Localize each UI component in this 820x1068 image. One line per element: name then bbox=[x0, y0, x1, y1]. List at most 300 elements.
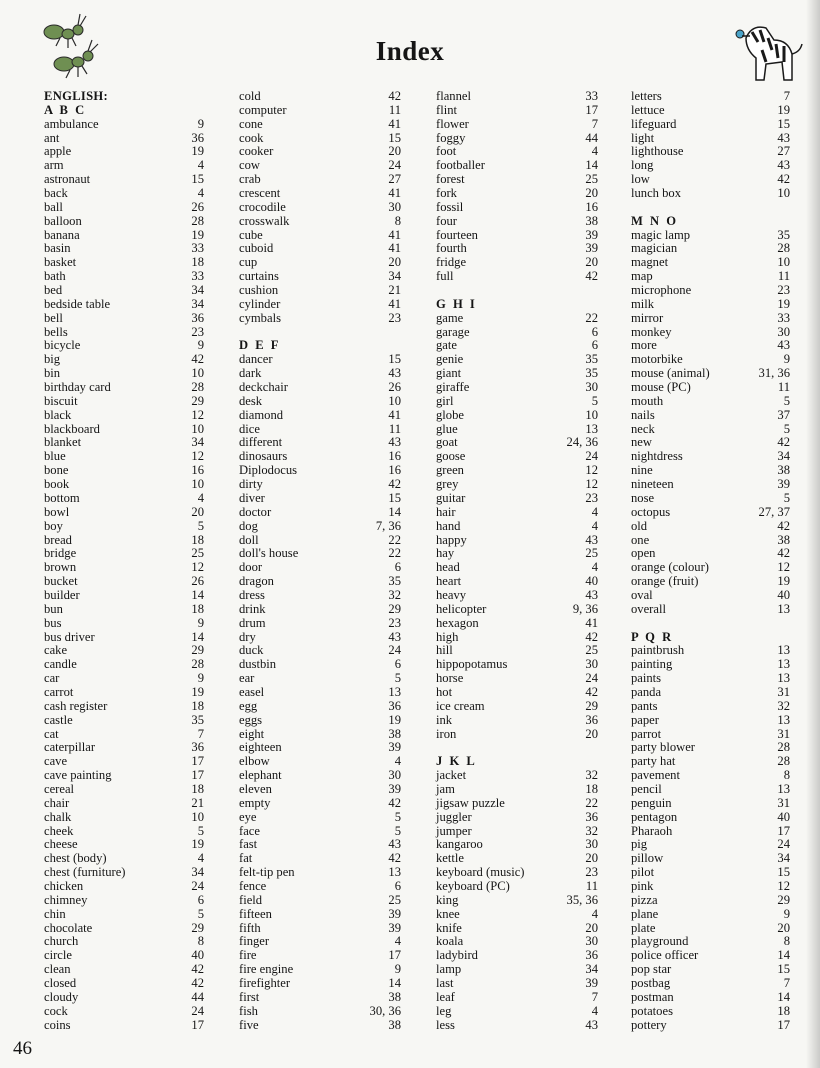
index-term: oval bbox=[631, 587, 653, 602]
index-entry bbox=[239, 825, 401, 839]
index-term: dragon bbox=[239, 574, 274, 589]
index-term: nine bbox=[631, 463, 653, 478]
section-heading-label: D E F bbox=[239, 338, 281, 353]
index-entry bbox=[436, 132, 598, 146]
index-entry bbox=[44, 714, 204, 728]
page-reference: 8 bbox=[197, 934, 204, 949]
index-term: kettle bbox=[436, 851, 464, 866]
index-entry bbox=[436, 381, 598, 395]
index-entry bbox=[44, 963, 204, 977]
page-reference: 39 bbox=[388, 781, 401, 796]
index-term: field bbox=[239, 892, 263, 907]
page-reference: 10 bbox=[777, 255, 790, 270]
index-term: crocodile bbox=[239, 199, 286, 214]
index-term: bottom bbox=[44, 490, 80, 505]
index-entry bbox=[436, 270, 598, 284]
page-reference: 34 bbox=[777, 851, 790, 866]
page-reference: 43 bbox=[388, 629, 401, 644]
index-entry bbox=[631, 728, 790, 742]
index-entry bbox=[239, 852, 401, 866]
page-reference: 10 bbox=[585, 407, 598, 422]
index-term: chicken bbox=[44, 878, 84, 893]
index-term: map bbox=[631, 269, 653, 284]
index-term: guitar bbox=[436, 490, 466, 505]
page-reference: 38 bbox=[777, 532, 790, 547]
index-entry bbox=[44, 520, 204, 534]
index-entry bbox=[436, 506, 598, 520]
page-reference: 22 bbox=[388, 546, 401, 561]
page-reference: 24 bbox=[388, 643, 401, 658]
page-reference: 26 bbox=[191, 199, 204, 214]
index-term: bells bbox=[44, 324, 68, 339]
index-term: cloudy bbox=[44, 989, 79, 1004]
index-entry bbox=[239, 617, 401, 631]
index-term: finger bbox=[239, 934, 270, 949]
index-term: forest bbox=[436, 172, 465, 187]
index-term: car bbox=[44, 671, 60, 686]
index-entry bbox=[239, 700, 401, 714]
index-entry bbox=[631, 520, 790, 534]
page-reference: 5 bbox=[394, 823, 401, 838]
page-reference: 27 bbox=[388, 172, 401, 187]
page-reference: 20 bbox=[388, 255, 401, 270]
page-reference: 20 bbox=[191, 504, 204, 519]
section-heading-label: A B C bbox=[44, 102, 87, 117]
index-entry bbox=[239, 464, 401, 478]
page-reference: 30 bbox=[388, 768, 401, 783]
index-term: overall bbox=[631, 601, 666, 616]
index-entry bbox=[44, 1005, 204, 1019]
index-term: cylinder bbox=[239, 296, 281, 311]
page-reference: 35 bbox=[585, 352, 598, 367]
index-entry bbox=[631, 908, 790, 922]
index-term: candle bbox=[44, 657, 77, 672]
index-term: cone bbox=[239, 116, 263, 131]
index-term: king bbox=[436, 892, 459, 907]
index-entry bbox=[631, 686, 790, 700]
index-term: dry bbox=[239, 629, 256, 644]
index-entry bbox=[239, 811, 401, 825]
index-entry bbox=[239, 118, 401, 132]
index-term: chocolate bbox=[44, 920, 93, 935]
page-reference: 6 bbox=[394, 878, 401, 893]
index-term: mouse (PC) bbox=[631, 380, 691, 395]
page-reference: 13 bbox=[777, 781, 790, 796]
page-reference: 29 bbox=[388, 601, 401, 616]
index-entry bbox=[239, 922, 401, 936]
index-term: heart bbox=[436, 574, 462, 589]
index-term: fence bbox=[239, 878, 267, 893]
index-entry bbox=[44, 395, 204, 409]
index-term: empty bbox=[239, 795, 271, 810]
index-entry bbox=[44, 201, 204, 215]
index-term: ladybird bbox=[436, 948, 478, 963]
index-entry bbox=[631, 935, 790, 949]
page-reference: 32 bbox=[388, 587, 401, 602]
index-term: letters bbox=[631, 89, 662, 103]
index-term: ant bbox=[44, 130, 60, 145]
page-reference: 25 bbox=[585, 546, 598, 561]
index-term: footballer bbox=[436, 158, 485, 173]
page-reference: 12 bbox=[585, 477, 598, 492]
index-entry bbox=[44, 173, 204, 187]
index-term: easel bbox=[239, 684, 265, 699]
index-term: cash register bbox=[44, 698, 108, 713]
index-term: doctor bbox=[239, 504, 272, 519]
index-term: foot bbox=[436, 144, 457, 159]
page-reference: 23 bbox=[777, 283, 790, 298]
page-reference: 21 bbox=[191, 795, 204, 810]
index-entry bbox=[44, 783, 204, 797]
index-term: lighthouse bbox=[631, 144, 684, 159]
index-term: long bbox=[631, 158, 654, 173]
index-term: bus driver bbox=[44, 629, 95, 644]
index-term: orange (colour) bbox=[631, 560, 709, 575]
index-term: horse bbox=[436, 671, 464, 686]
page-reference: 39 bbox=[585, 241, 598, 256]
page-reference: 17 bbox=[191, 754, 204, 769]
index-term: bed bbox=[44, 283, 63, 298]
index-entry bbox=[239, 270, 401, 284]
page-reference: 15 bbox=[777, 962, 790, 977]
index-term: panda bbox=[631, 684, 662, 699]
page-reference: 42 bbox=[585, 629, 598, 644]
index-entry bbox=[44, 145, 204, 159]
index-entry bbox=[239, 561, 401, 575]
index-term: pottery bbox=[631, 1017, 667, 1032]
page-title: Index bbox=[375, 36, 445, 66]
index-term: basin bbox=[44, 241, 71, 256]
index-entry bbox=[631, 270, 790, 284]
page-reference: 9 bbox=[197, 671, 204, 686]
index-term: boy bbox=[44, 518, 63, 533]
page-reference: 41 bbox=[388, 296, 401, 311]
index-column-1 bbox=[44, 90, 204, 1032]
page-reference: 42 bbox=[388, 89, 401, 103]
page-reference: 31 bbox=[777, 684, 790, 699]
page-reference: 17 bbox=[585, 102, 598, 117]
index-term: elephant bbox=[239, 768, 282, 783]
index-column-3 bbox=[436, 90, 598, 1032]
page-reference: 35 bbox=[388, 574, 401, 589]
index-entry bbox=[436, 478, 598, 492]
index-entry bbox=[631, 880, 790, 894]
index-entry bbox=[44, 811, 204, 825]
index-term: postman bbox=[631, 989, 674, 1004]
index-term: glue bbox=[436, 421, 458, 436]
index-entry bbox=[239, 714, 401, 728]
index-term: high bbox=[436, 629, 459, 644]
index-term: pop star bbox=[631, 962, 672, 977]
page-reference: 17 bbox=[191, 1017, 204, 1032]
index-entry bbox=[239, 173, 401, 187]
index-entry bbox=[631, 409, 790, 423]
index-entry bbox=[436, 423, 598, 437]
page-reference: 33 bbox=[191, 241, 204, 256]
page-reference: 9 bbox=[197, 116, 204, 131]
index-term: five bbox=[239, 1017, 259, 1032]
index-term: potatoes bbox=[631, 1003, 673, 1018]
index-entry bbox=[44, 534, 204, 548]
index-entry bbox=[436, 991, 598, 1005]
index-entry bbox=[436, 631, 598, 645]
index-term: crosswalk bbox=[239, 213, 290, 228]
index-entry bbox=[44, 755, 204, 769]
page-reference: 22 bbox=[388, 532, 401, 547]
index-entry bbox=[44, 187, 204, 201]
page-reference: 30 bbox=[585, 657, 598, 672]
index-entry bbox=[436, 436, 598, 450]
page-reference: 10 bbox=[191, 421, 204, 436]
index-entry bbox=[436, 575, 598, 589]
page-reference: 10 bbox=[191, 809, 204, 824]
index-entry bbox=[44, 935, 204, 949]
index-term: fossil bbox=[436, 199, 464, 214]
page-reference: 13 bbox=[777, 712, 790, 727]
index-entry bbox=[239, 589, 401, 603]
page-reference: 15 bbox=[388, 130, 401, 145]
page-reference: 34 bbox=[191, 296, 204, 311]
index-term: cake bbox=[44, 643, 68, 658]
index-term: iron bbox=[436, 726, 457, 741]
page-reference: 27 bbox=[777, 144, 790, 159]
page-reference: 19 bbox=[191, 684, 204, 699]
index-entry bbox=[631, 534, 790, 548]
index-entry bbox=[631, 132, 790, 146]
index-entry bbox=[44, 1019, 204, 1033]
index-term: pillow bbox=[631, 851, 664, 866]
index-term: bell bbox=[44, 310, 63, 325]
page-reference: 7 bbox=[197, 726, 204, 741]
page-reference: 40 bbox=[585, 574, 598, 589]
index-term: lunch box bbox=[631, 186, 682, 201]
section-heading bbox=[239, 339, 401, 353]
index-entry bbox=[631, 436, 790, 450]
index-term: builder bbox=[44, 587, 80, 602]
index-entry bbox=[239, 90, 401, 104]
index-term: fourteen bbox=[436, 227, 478, 242]
page-reference: 4 bbox=[591, 1003, 598, 1018]
index-entry bbox=[239, 423, 401, 437]
index-entry bbox=[44, 672, 204, 686]
page-reference: 10 bbox=[777, 186, 790, 201]
page-reference: 26 bbox=[388, 380, 401, 395]
index-term: chimney bbox=[44, 892, 88, 907]
index-term: magician bbox=[631, 241, 678, 256]
index-entry bbox=[239, 935, 401, 949]
index-entry bbox=[436, 672, 598, 686]
index-entry bbox=[631, 589, 790, 603]
page-reference: 4 bbox=[591, 144, 598, 159]
index-entry bbox=[239, 367, 401, 381]
page-reference: 34 bbox=[777, 449, 790, 464]
page-reference: 34 bbox=[585, 962, 598, 977]
page-reference: 7, 36 bbox=[375, 518, 401, 533]
index-entry bbox=[436, 852, 598, 866]
index-entry bbox=[631, 783, 790, 797]
index-entry bbox=[44, 561, 204, 575]
spacer-row bbox=[436, 284, 598, 298]
index-term: dustbin bbox=[239, 657, 277, 672]
index-entry bbox=[239, 159, 401, 173]
index-term: blanket bbox=[44, 435, 82, 450]
page-reference: 42 bbox=[777, 172, 790, 187]
index-entry bbox=[436, 326, 598, 340]
page-reference: 28 bbox=[191, 657, 204, 672]
index-term: new bbox=[631, 435, 652, 450]
page-reference: 15 bbox=[191, 172, 204, 187]
index-term: cook bbox=[239, 130, 264, 145]
index-term: fire engine bbox=[239, 962, 294, 977]
index-entry bbox=[44, 852, 204, 866]
section-heading-label: J K L bbox=[436, 754, 477, 769]
index-entry bbox=[436, 617, 598, 631]
index-term: mouth bbox=[631, 393, 664, 408]
index-term: desk bbox=[239, 393, 263, 408]
page-reference: 12 bbox=[191, 407, 204, 422]
index-entry bbox=[631, 949, 790, 963]
page-reference: 12 bbox=[191, 560, 204, 575]
index-term: keyboard (PC) bbox=[436, 878, 510, 893]
index-term: astronaut bbox=[44, 172, 91, 187]
page-reference: 36 bbox=[191, 740, 204, 755]
index-term: duck bbox=[239, 643, 264, 658]
index-entry bbox=[239, 603, 401, 617]
index-entry bbox=[239, 381, 401, 395]
index-entry bbox=[239, 436, 401, 450]
index-entry bbox=[239, 741, 401, 755]
section-heading-label: P Q R bbox=[631, 629, 674, 644]
index-term: pink bbox=[631, 878, 654, 893]
index-entry bbox=[436, 658, 598, 672]
index-term: girl bbox=[436, 393, 454, 408]
section-heading bbox=[631, 215, 790, 229]
index-term: crescent bbox=[239, 186, 281, 201]
index-term: hill bbox=[436, 643, 453, 658]
index-term: pencil bbox=[631, 781, 662, 796]
index-term: motorbike bbox=[631, 352, 683, 367]
page-reference: 41 bbox=[388, 186, 401, 201]
index-term: first bbox=[239, 989, 260, 1004]
page-reference: 4 bbox=[197, 490, 204, 505]
page-reference: 42 bbox=[585, 269, 598, 284]
index-term: lifeguard bbox=[631, 116, 677, 131]
index-term: fourth bbox=[436, 241, 467, 256]
index-entry bbox=[239, 201, 401, 215]
index-term: ink bbox=[436, 712, 453, 727]
page-reference: 20 bbox=[585, 851, 598, 866]
index-entry bbox=[631, 922, 790, 936]
index-entry bbox=[631, 159, 790, 173]
index-term: foggy bbox=[436, 130, 466, 145]
index-term: party hat bbox=[631, 754, 676, 769]
page-reference: 4 bbox=[394, 754, 401, 769]
index-entry bbox=[44, 894, 204, 908]
index-entry bbox=[436, 922, 598, 936]
index-term: Diplodocus bbox=[239, 463, 298, 478]
index-term: fast bbox=[239, 837, 258, 852]
page-reference: 24 bbox=[777, 837, 790, 852]
page-reference: 24 bbox=[585, 449, 598, 464]
page-reference: 40 bbox=[777, 587, 790, 602]
index-entry bbox=[44, 797, 204, 811]
index-term: hot bbox=[436, 684, 453, 699]
index-entry bbox=[436, 977, 598, 991]
index-entry bbox=[239, 838, 401, 852]
index-entry bbox=[436, 367, 598, 381]
page-reference: 39 bbox=[585, 976, 598, 990]
page-reference: 35 bbox=[777, 227, 790, 242]
page-reference: 9 bbox=[197, 338, 204, 353]
index-term: different bbox=[239, 435, 283, 450]
page-reference: 39 bbox=[585, 227, 598, 242]
page-reference: 5 bbox=[197, 906, 204, 921]
page-reference: 18 bbox=[191, 698, 204, 713]
page-reference: 24, 36 bbox=[566, 435, 598, 450]
index-entry bbox=[631, 339, 790, 353]
index-term: juggler bbox=[436, 809, 472, 824]
index-entry bbox=[44, 741, 204, 755]
index-entry bbox=[239, 547, 401, 561]
index-term: jigsaw puzzle bbox=[436, 795, 505, 810]
index-term: arm bbox=[44, 158, 64, 173]
page-reference: 4 bbox=[197, 158, 204, 173]
index-term: Pharaoh bbox=[631, 823, 673, 838]
index-entry bbox=[436, 935, 598, 949]
index-term: jumper bbox=[436, 823, 472, 838]
index-entry bbox=[44, 700, 204, 714]
page-reference: 5 bbox=[394, 809, 401, 824]
index-entry bbox=[631, 866, 790, 880]
index-entry bbox=[631, 229, 790, 243]
page-reference: 20 bbox=[585, 186, 598, 201]
index-entry bbox=[44, 922, 204, 936]
index-term: goat bbox=[436, 435, 458, 450]
page-reference: 32 bbox=[585, 768, 598, 783]
index-term: magnet bbox=[631, 255, 669, 270]
index-term: eye bbox=[239, 809, 257, 824]
page-reference: 19 bbox=[191, 227, 204, 242]
index-term: balloon bbox=[44, 213, 82, 228]
page-reference: 42 bbox=[777, 435, 790, 450]
index-entry bbox=[631, 312, 790, 326]
page-reference: 33 bbox=[585, 89, 598, 103]
index-entry bbox=[436, 145, 598, 159]
index-term: birthday card bbox=[44, 380, 111, 395]
index-term: coins bbox=[44, 1017, 71, 1032]
page-reference: 9 bbox=[394, 962, 401, 977]
page-reference: 13 bbox=[777, 601, 790, 616]
index-entry bbox=[631, 672, 790, 686]
page-reference: 8 bbox=[783, 768, 790, 783]
index-entry bbox=[436, 339, 598, 353]
index-entry bbox=[631, 242, 790, 256]
index-term: green bbox=[436, 463, 464, 478]
index-entry bbox=[631, 298, 790, 312]
index-entry bbox=[436, 118, 598, 132]
page-reference: 20 bbox=[585, 255, 598, 270]
index-term: paints bbox=[631, 671, 662, 686]
page-reference: 6 bbox=[591, 324, 598, 339]
index-entry bbox=[436, 769, 598, 783]
page-reference: 24 bbox=[191, 1003, 204, 1018]
index-entry bbox=[239, 783, 401, 797]
index-term: bicycle bbox=[44, 338, 81, 353]
index-term: fifteen bbox=[239, 906, 272, 921]
page-reference: 34 bbox=[191, 435, 204, 450]
page-reference: 32 bbox=[777, 698, 790, 713]
index-term: party blower bbox=[631, 740, 695, 755]
